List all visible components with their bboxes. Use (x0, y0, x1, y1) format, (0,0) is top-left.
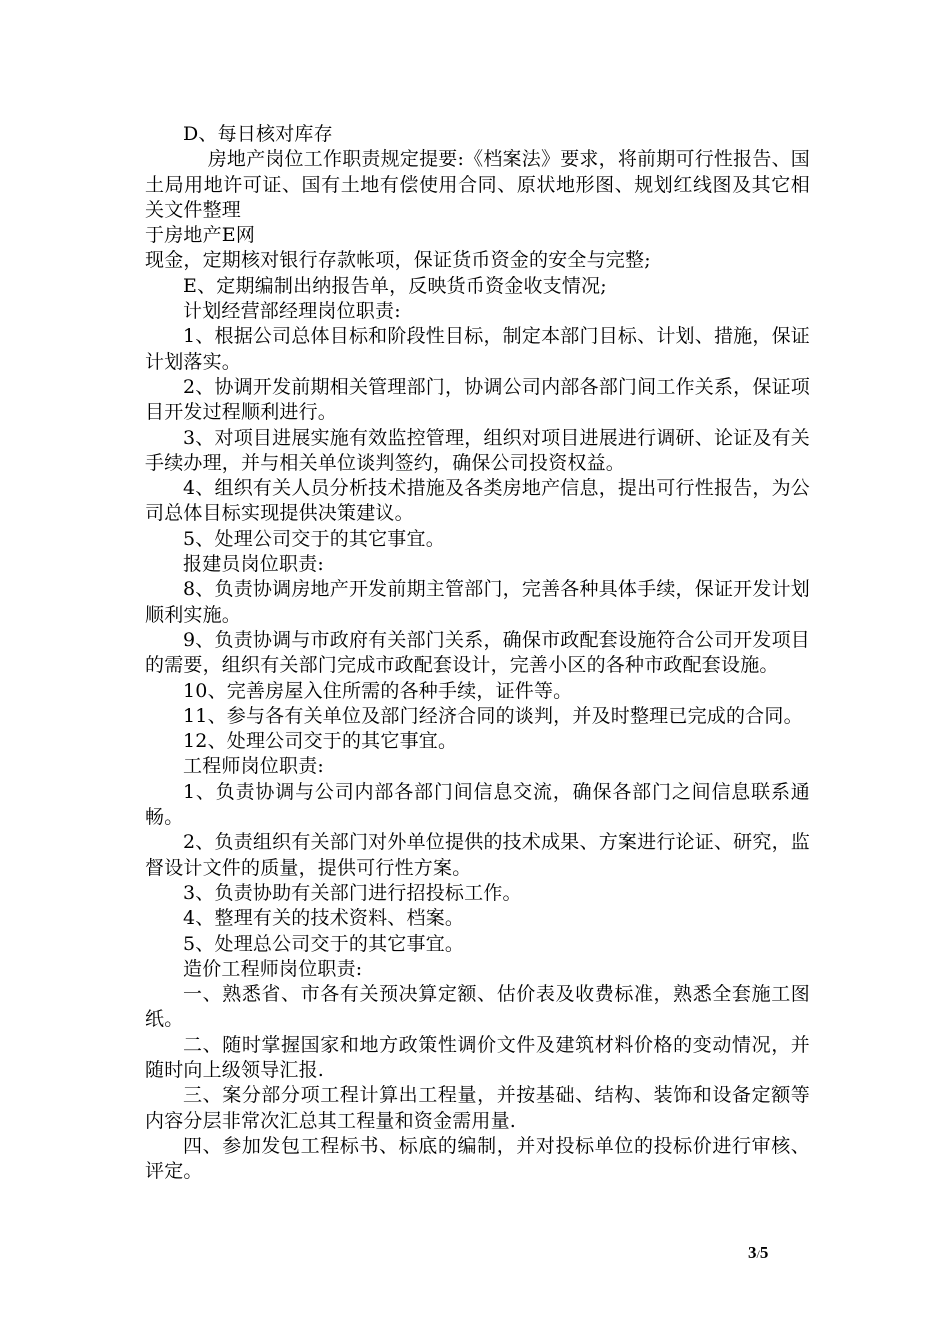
list-item: 12、处理公司交于的其它事宜。 (183, 730, 458, 753)
page-separator: / (756, 1247, 760, 1261)
list-item: 8、负责协调房地产开发前期主管部门，完善各种具体手续，保证开发计划顺利实施。 (145, 578, 810, 626)
section-heading-filing-officer: 报建员岗位职责: (183, 553, 325, 576)
list-item: 5、处理公司交于的其它事宜。 (183, 527, 445, 550)
list-item: 1、负责协调与公司内部各部门间信息交流，确保各部门之间信息联系通畅。 (145, 780, 810, 829)
list-item: 4、组织有关人员分析技术措施及各类房地产信息，提出可行性报告，为公司总体目标实现提供决策建议。 (145, 477, 810, 525)
section-heading-engineer: 工程师岗位职责: (183, 755, 325, 778)
list-item: 11、参与各有关单位及部门经济合同的谈判，并及时整理已完成的合同。 (183, 704, 803, 727)
list-item: 三、案分部分项工程计算出工程量，并按基础、结构、装饰和设备定额等内容分层非常次汇总其工程量和资金需用量. (145, 1084, 810, 1132)
document-body (145, 122, 810, 1184)
section-heading-cost-engineer: 造价工程师岗位职责: (183, 957, 363, 980)
page-total: 5 (759, 1243, 769, 1262)
page-number (748, 1243, 768, 1263)
list-item: 2、协调开发前期相关管理部门，协调公司内部各部门间工作关系，保证项目开发过程顺利进行。 (145, 375, 810, 424)
list-item: 3、负责协助有关部门进行招投标工作。 (183, 881, 522, 904)
page-current: 3 (748, 1243, 757, 1262)
list-item: 二、随时掌握国家和地方政策性调价文件及建筑材料价格的变动情况，并随时向上级领导汇报. (145, 1033, 810, 1081)
paragraph-item-e: E、定期编制出纳报告单，反映货币资金收支情况; (183, 274, 607, 297)
list-item: 4、整理有关的技术资料、档案。 (183, 907, 465, 930)
section-heading-planning-manager: 计划经营部经理岗位职责: (183, 300, 401, 323)
paragraph-source-note: 于房地产E网 (145, 224, 256, 247)
list-item: 5、处理总公司交于的其它事宜。 (183, 932, 465, 955)
paragraph-cash: 现金，定期核对银行存款帐项，保证货币资金的安全与完整; (145, 249, 651, 272)
list-item: 1、根据公司总体目标和阶段性目标，制定本部门目标、计划、措施，保证计划落实。 (145, 325, 810, 373)
list-item: 10、完善房屋入住所需的各种手续，证件等。 (183, 679, 573, 702)
list-item: 四、参加发包工程标书、标底的编制，并对投标单位的投标价进行审核、评定。 (145, 1134, 810, 1183)
list-item: 一、熟悉省、市各有关预决算定额、估价表及收费标准，熟悉全套施工图纸。 (145, 983, 810, 1031)
list-item: 9、负责协调与市政府有关部门关系，确保市政配套设施符合公司开发项目的需要，组织有关部门完成市政配套设计，完善小区的各种市政配套设施。 (145, 628, 810, 677)
paragraph-item-d: D、每日核对库存 (183, 123, 333, 145)
paragraph-archive-law: 房地产岗位工作职责规定提要:《档案法》要求，将前期可行性报告、国土局用地许可证、国有土地有偿使用合同、原状地形图、规划红线图及其它相关文件整理 (145, 148, 810, 221)
list-item: 3、对项目进展实施有效监控管理，组织对项目进展进行调研、论证及有关手续办理，并与相关单位谈判签约，确保公司投资权益。 (145, 426, 810, 474)
list-item: 2、负责组织有关部门对外单位提供的技术成果、方案进行论证、研究，监督设计文件的质量，提供可行性方案。 (145, 831, 810, 879)
